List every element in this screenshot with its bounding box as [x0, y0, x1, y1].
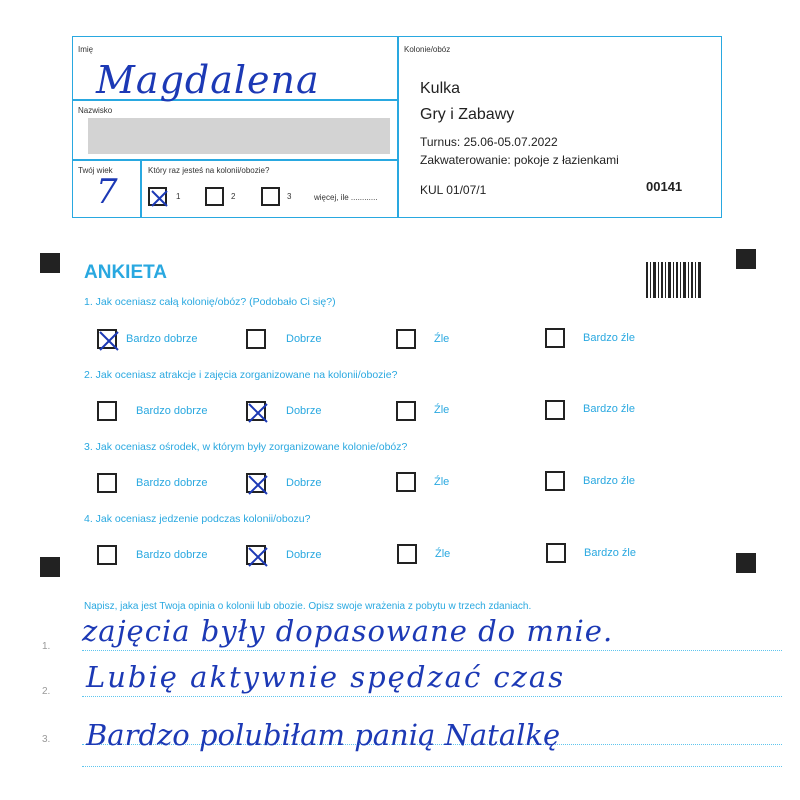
registration-marker — [736, 553, 756, 573]
question-2: 2. Jak oceniasz atrakcje i zajęcia zorganizowane na kolonii/obozie? — [84, 369, 398, 381]
q4-checkbox-dobrze[interactable] — [246, 545, 266, 565]
question-1: 1. Jak oceniasz całą kolonię/obóz? (Podobało Ci się?) — [84, 296, 336, 308]
q1-option-bardzo-zle: Bardzo źle — [583, 332, 635, 344]
check-x-icon — [248, 547, 268, 567]
q1-option-dobrze: Dobrze — [286, 333, 322, 345]
header-divider-age — [140, 159, 142, 218]
q3-checkbox-bardzo-dobrze[interactable] — [97, 473, 117, 493]
turnus: Turnus: 25.06-05.07.2022 — [420, 135, 558, 149]
times-option-1: 1 — [176, 192, 181, 201]
camp-name: Kulka — [420, 80, 461, 97]
q1-checkbox-dobrze[interactable] — [246, 329, 266, 349]
times-label: Który raz jesteś na kolonii/obozie? — [148, 166, 270, 175]
times-checkbox-1[interactable] — [148, 187, 167, 206]
q2-checkbox-bardzo-zle[interactable] — [545, 400, 565, 420]
surname-redaction — [88, 118, 390, 154]
q4-option-bardzo-zle: Bardzo źle — [584, 547, 636, 559]
check-x-icon — [99, 331, 119, 351]
q2-option-dobrze: Dobrze — [286, 405, 322, 417]
times-checkbox-2[interactable] — [205, 187, 224, 206]
q2-checkbox-bardzo-dobrze[interactable] — [97, 401, 117, 421]
opinion-text-2[interactable]: Lubię aktywnie spędzać czas — [86, 660, 566, 694]
times-checkbox-3[interactable] — [261, 187, 280, 206]
check-x-icon — [150, 189, 169, 208]
opinion-text-3[interactable]: Bardzo polubiłam panią Natalkę — [86, 718, 561, 752]
form-number: 00141 — [646, 179, 683, 194]
q4-checkbox-bardzo-dobrze[interactable] — [97, 545, 117, 565]
check-x-icon — [248, 475, 268, 495]
age-label: Twój wiek — [78, 166, 113, 175]
q3-checkbox-zle[interactable] — [396, 472, 416, 492]
q3-option-bardzo-dobrze: Bardzo dobrze — [136, 477, 208, 489]
q2-checkbox-zle[interactable] — [396, 401, 416, 421]
opinion-text-1[interactable]: zajęcia były dopasowane do mnie. — [82, 614, 614, 648]
question-3: 3. Jak oceniasz ośrodek, w którym były zorganizowane kolonie/obóz? — [84, 441, 408, 453]
opinion-line-1 — [82, 650, 782, 651]
opinion-line-2 — [82, 696, 782, 697]
camp-program: Gry i Zabawy — [420, 106, 515, 123]
q4-option-dobrze: Dobrze — [286, 549, 322, 561]
survey-title: ANKIETA — [84, 262, 168, 283]
q3-checkbox-bardzo-zle[interactable] — [545, 471, 565, 491]
times-option-3: 3 — [287, 192, 292, 201]
check-x-icon — [248, 403, 268, 423]
q3-option-bardzo-zle: Bardzo źle — [583, 475, 635, 487]
camp-code: KUL 01/07/1 — [420, 183, 487, 197]
barcode-icon — [646, 262, 702, 298]
opinion-prompt: Napisz, jaka jest Twoja opinia o kolonii lub obozie. Opisz swoje wrażenia z pobytu w trzech zdaniach. — [84, 601, 532, 612]
q4-option-bardzo-dobrze: Bardzo dobrze — [136, 549, 208, 561]
registration-marker — [40, 557, 60, 577]
q1-checkbox-zle[interactable] — [396, 329, 416, 349]
q3-checkbox-dobrze[interactable] — [246, 473, 266, 493]
q4-checkbox-zle[interactable] — [397, 544, 417, 564]
q2-option-bardzo-dobrze: Bardzo dobrze — [136, 405, 208, 417]
name-label: Imię — [78, 45, 94, 54]
header-divider-surname — [72, 159, 398, 161]
q3-option-zle: Źle — [434, 476, 450, 488]
surname-label: Nazwisko — [78, 106, 113, 115]
q1-checkbox-bardzo-dobrze[interactable] — [97, 329, 117, 349]
q4-checkbox-bardzo-zle[interactable] — [546, 543, 566, 563]
q2-checkbox-dobrze[interactable] — [246, 401, 266, 421]
name-value[interactable]: Magdalena — [96, 58, 320, 102]
q1-option-bardzo-dobrze: Bardzo dobrze — [126, 333, 198, 345]
header-divider-vertical — [397, 36, 399, 218]
registration-marker — [40, 253, 60, 273]
q2-option-bardzo-zle: Bardzo źle — [583, 403, 635, 415]
q3-option-dobrze: Dobrze — [286, 477, 322, 489]
question-4: 4. Jak oceniasz jedzenie podczas kolonii/obozu? — [84, 513, 311, 525]
line-number-2: 2. — [42, 686, 51, 697]
times-more-label: więcej, ile ............ — [314, 193, 378, 202]
q2-option-zle: Źle — [434, 404, 450, 416]
line-number-1: 1. — [42, 641, 51, 652]
line-number-3: 3. — [42, 734, 51, 745]
registration-marker — [736, 249, 756, 269]
opinion-line-4 — [82, 766, 782, 767]
accommodation: Zakwaterowanie: pokoje z łazienkami — [420, 153, 619, 167]
age-value[interactable]: 7 — [96, 172, 118, 212]
q1-checkbox-bardzo-zle[interactable] — [545, 328, 565, 348]
times-option-2: 2 — [231, 192, 236, 201]
q1-option-zle: Źle — [434, 333, 450, 345]
camp-label: Kolonie/obóz — [404, 45, 451, 54]
q4-option-zle: Źle — [435, 548, 451, 560]
